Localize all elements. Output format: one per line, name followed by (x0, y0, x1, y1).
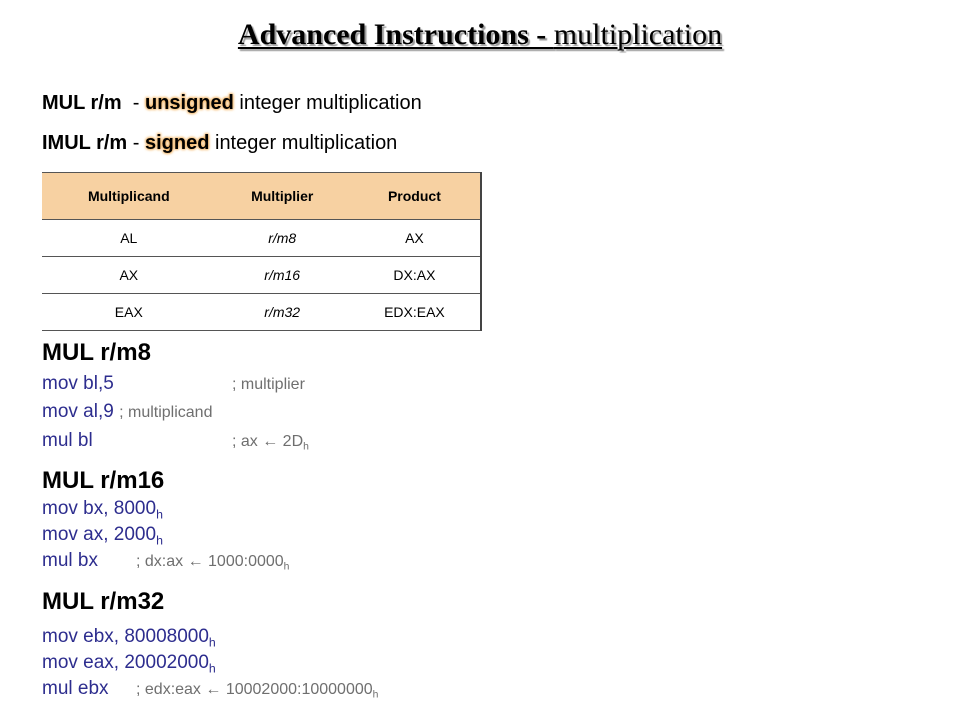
title-sub: multiplication (553, 18, 723, 51)
title-main: Advanced Instructions - (237, 18, 554, 51)
heading-mul-r16: MUL r/m16 (42, 467, 165, 494)
comment-text: ; dx:ax ← 1000:0000 (136, 553, 284, 570)
table-row (42, 220, 481, 257)
cell-product: AX (349, 220, 481, 257)
hex-suffix: h (283, 561, 290, 573)
cell-multiplicand: AL (42, 220, 216, 257)
code-line (42, 678, 109, 700)
hex-suffix: h (372, 689, 379, 701)
code-line (42, 626, 216, 649)
hex-suffix: h (208, 635, 216, 650)
code-comment (136, 681, 378, 701)
table-row (42, 257, 481, 294)
header-multiplicand: Multiplicand (42, 173, 216, 220)
hex-suffix: h (156, 533, 163, 548)
page-title (0, 18, 960, 52)
definition-rest: integer multiplication (209, 132, 398, 154)
comment-text: ; ax ← 2D (232, 433, 304, 450)
comment-text: ; edx:eax ← 10002000:10000000 (136, 681, 373, 698)
hex-suffix: h (156, 507, 163, 522)
code-text: mul ebx (42, 678, 109, 699)
code-line: mov bl,5 (42, 373, 114, 394)
operand-table (42, 172, 482, 331)
code-text: mov bx, 8000 (42, 498, 157, 519)
code-text: mov eax, 20002000 (42, 652, 209, 673)
heading-mul-r32: MUL r/m32 (42, 588, 165, 615)
hex-suffix: h (303, 441, 309, 453)
definition-instr: IMUL r/m (42, 132, 128, 154)
code-comment: ; multiplier (232, 376, 305, 393)
code-text: mov ebx, 80008000 (42, 626, 209, 647)
cell-multiplier: r/m8 (216, 220, 349, 257)
definition-mul (42, 92, 422, 115)
code-line (42, 524, 163, 547)
code-comment (232, 433, 309, 453)
cell-multiplier: r/m32 (216, 294, 349, 331)
keyword-unsigned: unsigned (144, 92, 234, 114)
code-line (42, 401, 212, 423)
table-row (42, 294, 481, 331)
cell-product: EDX:EAX (349, 294, 481, 331)
cell-product: DX:AX (349, 257, 481, 294)
keyword-signed: signed (144, 132, 210, 154)
heading-mul-r8: MUL r/m8 (42, 339, 151, 366)
hex-suffix: h (208, 661, 216, 676)
code-text: mov ax, 2000 (42, 524, 157, 545)
header-multiplier: Multiplier (216, 173, 349, 220)
definition-imul (42, 132, 397, 155)
code-line (42, 498, 163, 521)
code-line (42, 550, 98, 572)
code-comment (136, 553, 289, 573)
header-product: Product (349, 173, 481, 220)
table-header-row (42, 173, 481, 220)
definition-rest: integer multiplication (233, 92, 422, 114)
definition-sep: - (127, 132, 145, 154)
definition-instr: MUL r/m (42, 92, 122, 114)
code-line (42, 652, 216, 675)
code-line: mul bl (42, 430, 93, 451)
cell-multiplicand: AX (42, 257, 216, 294)
code-text: mov al,9 (42, 401, 114, 422)
cell-multiplicand: EAX (42, 294, 216, 331)
cell-multiplier: r/m16 (216, 257, 349, 294)
definition-sep: - (121, 92, 145, 114)
code-comment: ; multiplicand (119, 404, 213, 421)
code-text: mul bx (42, 550, 98, 571)
